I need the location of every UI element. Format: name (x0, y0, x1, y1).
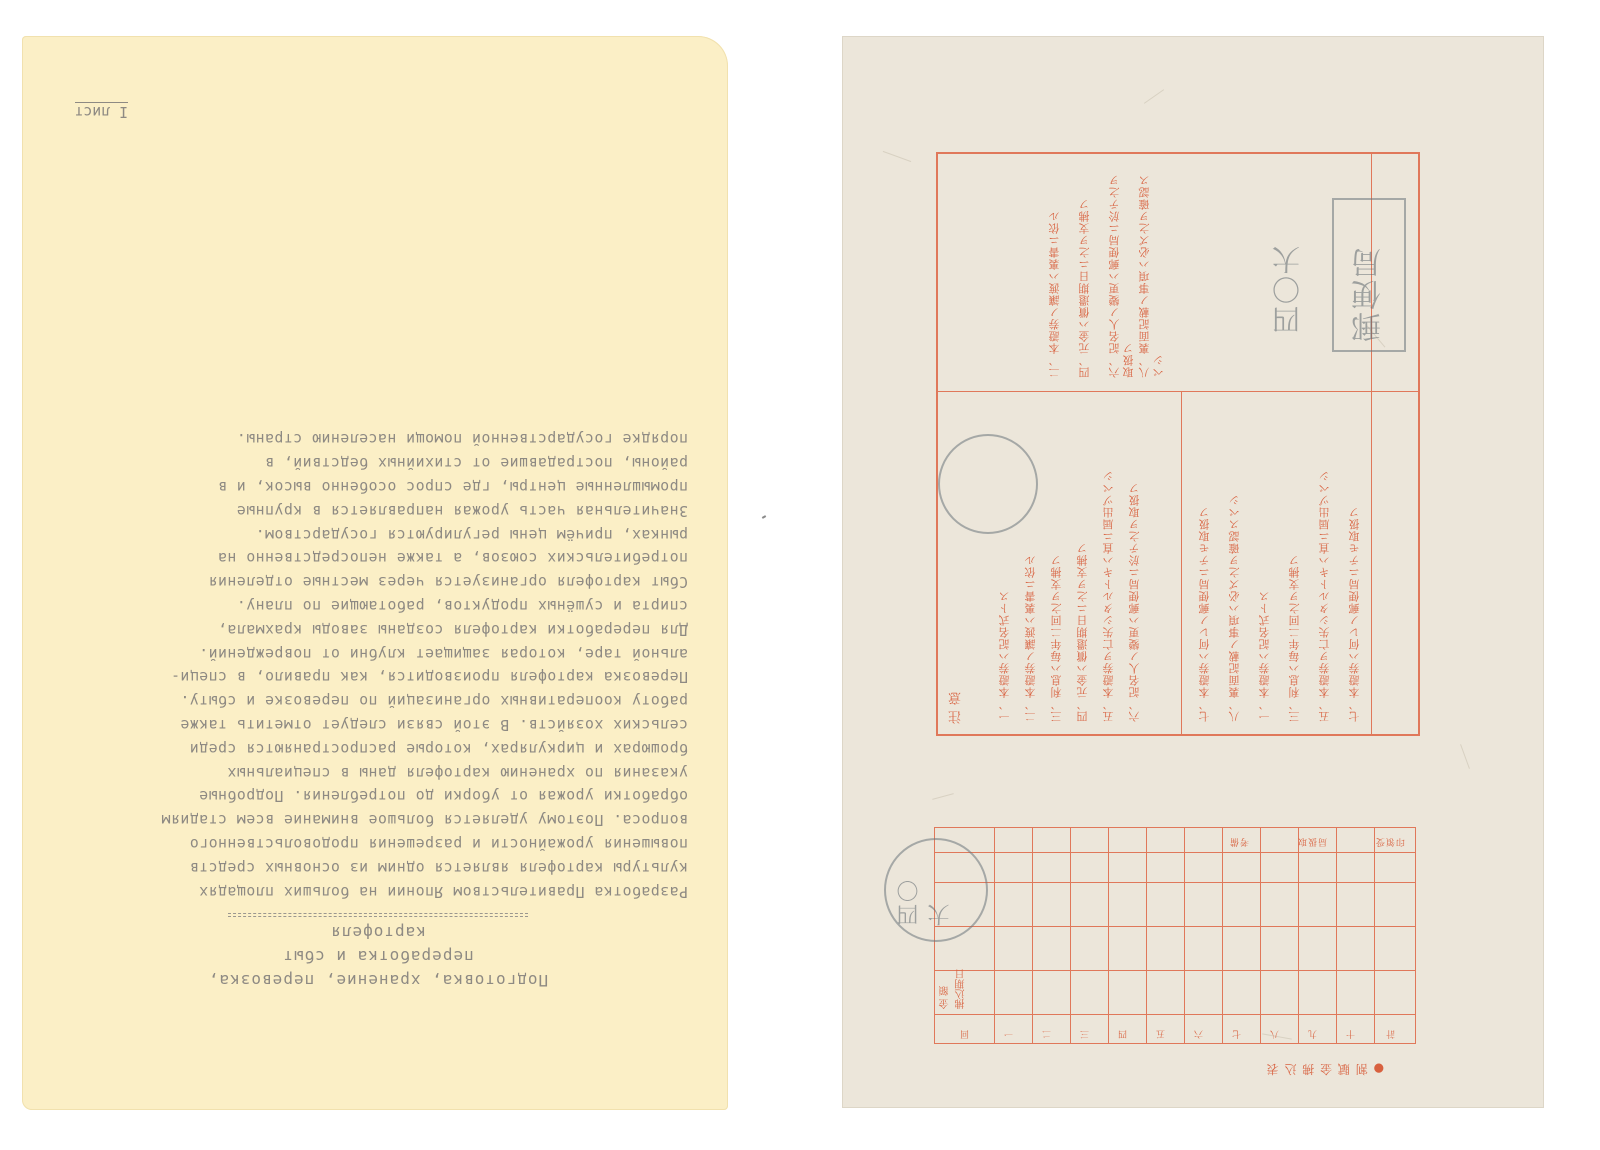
note-column: 五、本證券ヲ亡失シタルトキハ直ニ屆出ヅベシ (1102, 470, 1115, 722)
japanese-form-rotated (842, 36, 1544, 1108)
body-line: рынках, причём цены регулируются государством. (255, 525, 688, 543)
round-postmark-text: 四〇大 (897, 878, 953, 926)
row-divider (938, 391, 1418, 392)
column-divider (1181, 392, 1182, 734)
table-row-header: 拂込期日 (956, 969, 967, 1009)
table-col-header: 回 (961, 1030, 971, 1039)
table-col-header: 十 (1347, 1030, 1357, 1039)
body-line: вопроса. Поэтому уделяется большое внимание всем стадиям (161, 811, 688, 829)
table-col-line (1260, 828, 1261, 1043)
installment-table (934, 827, 1416, 1044)
table-col-header: 三 (1081, 1030, 1091, 1039)
note-column: 五、本證券ヲ亡失シタルトキハ直ニ屆出ヅベシ (1318, 470, 1331, 722)
table-col-line (1070, 828, 1071, 1043)
body-line: культуры картофеля является одним из основных средств (189, 858, 688, 876)
table-col-line (1222, 828, 1223, 1043)
note-column: 七、本證券ハ何レノ郵便局ニテモ取扱フ (1198, 506, 1211, 722)
table-col-line (1336, 828, 1337, 1043)
table-col-header: 六 (1195, 1030, 1205, 1039)
typewritten-page (22, 36, 728, 1110)
document-title (68, 913, 688, 992)
round-postmark (938, 434, 1038, 534)
table-col-line (1108, 828, 1109, 1043)
rectangular-postmark-text: 郵便局 (1352, 246, 1387, 342)
body-line: районы, пострадавшие от стихийных бедствий, в (264, 454, 688, 472)
typewritten-page-rotated (22, 36, 728, 1110)
table-col-line (1298, 828, 1299, 1043)
title-line: Подготовка, хранение, перевозка, (207, 971, 549, 990)
dust-speck (762, 515, 766, 519)
table-col-header: 一 (1005, 1030, 1015, 1039)
table-col-line (1374, 828, 1375, 1043)
body-line: работу кооперативных организаций по перевозке и сбыту. (179, 692, 688, 710)
body-line: спирта и сушёных продуктов, работающие по плану. (236, 597, 688, 615)
document-body (68, 427, 688, 903)
table-row-line (935, 926, 1415, 927)
note-column: 八、裏面記載ノ事項ハ必ズ之ヲ確認スベシ (1228, 494, 1241, 722)
body-line: Перевозка картофеля производится, как правило, в специ- (170, 668, 688, 686)
page-number (75, 103, 128, 120)
body-line: обработки урожая от уборки до потребления. Подробные (198, 787, 688, 805)
body-line: брошюрах и циркулярах, которые распространяются среди (189, 739, 688, 757)
table-row-line (935, 1014, 1415, 1015)
table-col-header: 八 (1271, 1030, 1281, 1039)
body-line: альной таре, которая защищает клубни от повреждений. (198, 644, 688, 662)
table-row-line (935, 882, 1415, 883)
body-line: Разработка Правительством Японии на больших площадях (198, 882, 688, 900)
body-line: промышленные центры, где спрос особенно высок, и в (217, 478, 688, 496)
body-line: порядке государственной помощи населению страны. (236, 430, 688, 448)
japanese-form-page (842, 36, 1544, 1108)
body-line: сельских хозяйств. В этой связи следует отметить также (179, 716, 688, 734)
table-row-header: 金 額 (940, 985, 951, 1009)
table-col-header: 計 (1387, 1030, 1397, 1039)
notes-heading: 注 意 (949, 690, 964, 724)
note-column: 二、本證券ノ讓渡ハ裏書ニ依ル (1048, 210, 1061, 378)
note-column: 二、本證券ノ讓渡ハ裏書ニ依ル (1024, 554, 1037, 722)
table-col-line (1184, 828, 1185, 1043)
note-column: 七、本證券ハ何レノ郵便局ニテモ取扱フ (1348, 506, 1361, 722)
table-col-line (1146, 828, 1147, 1043)
table-title: ● 割 賦 金 拂 込 表 (1265, 1062, 1384, 1076)
title-underline (228, 913, 528, 917)
note-column: 四、元金ハ償還期日ニ之ヲ支拂フ (1078, 198, 1091, 378)
body-line: Значительная часть урожая направляется в крупные (236, 501, 688, 519)
body-line: указания по хранению картофеля даны в специальных (226, 763, 688, 781)
body-line: потребительских союзов, а также непосредственно на (217, 549, 688, 567)
note-column: 六、記名人ノ變更ハ郵便局ニ於テ之ヲ取扱フ (1108, 174, 1135, 378)
note-column: 一、本證券ハ記名式トス (1258, 590, 1271, 722)
table-footer-cell: 取扱局 (1299, 838, 1329, 847)
table-col-header: 五 (1157, 1030, 1167, 1039)
table-footer-cell: 受領印 (1377, 838, 1407, 847)
note-column: 八、裏面記載ノ事項ハ必ズ之ヲ確認スベシ (1138, 174, 1165, 378)
body-line: повышения урожайности и разрешения продовольственного (189, 835, 688, 853)
table-footer-cell: 備 考 (1231, 838, 1251, 847)
note-column: 六、記名人ノ變更ハ郵便局ニ於テ之ヲ取扱フ (1128, 482, 1141, 722)
table-row-line (935, 852, 1415, 853)
table-col-line (1032, 828, 1033, 1043)
title-line: картофеля (330, 923, 426, 943)
title-line: переработка и сбыт (282, 947, 474, 967)
table-col-header: 七 (1233, 1030, 1243, 1039)
handstamp-number: 四〇大 (1271, 244, 1304, 334)
table-col-header: 二 (1043, 1030, 1053, 1039)
typed-text-block (68, 427, 688, 992)
note-column: 四、元金ハ償還期日ニ之ヲ支拂フ (1076, 542, 1089, 722)
note-column: 一、本證券ハ記名式トス (998, 590, 1011, 722)
table-row-line (935, 970, 1415, 971)
note-column: 三、利息ハ毎年二回之ヲ支拂フ (1050, 554, 1063, 722)
table-col-line (994, 828, 995, 1043)
notes-box (936, 152, 1420, 736)
table-col-header: 四 (1119, 1030, 1129, 1039)
body-line: Для переработки картофеля созданы заводы крахмала, (217, 620, 688, 638)
page-number-text: I лист (74, 103, 128, 120)
note-column: 三、利息ハ毎年二回之ヲ支拂フ (1288, 554, 1301, 722)
body-line: Сбыт картофеля организуется через местные отделения (208, 573, 688, 591)
table-col-header: 九 (1309, 1030, 1319, 1039)
